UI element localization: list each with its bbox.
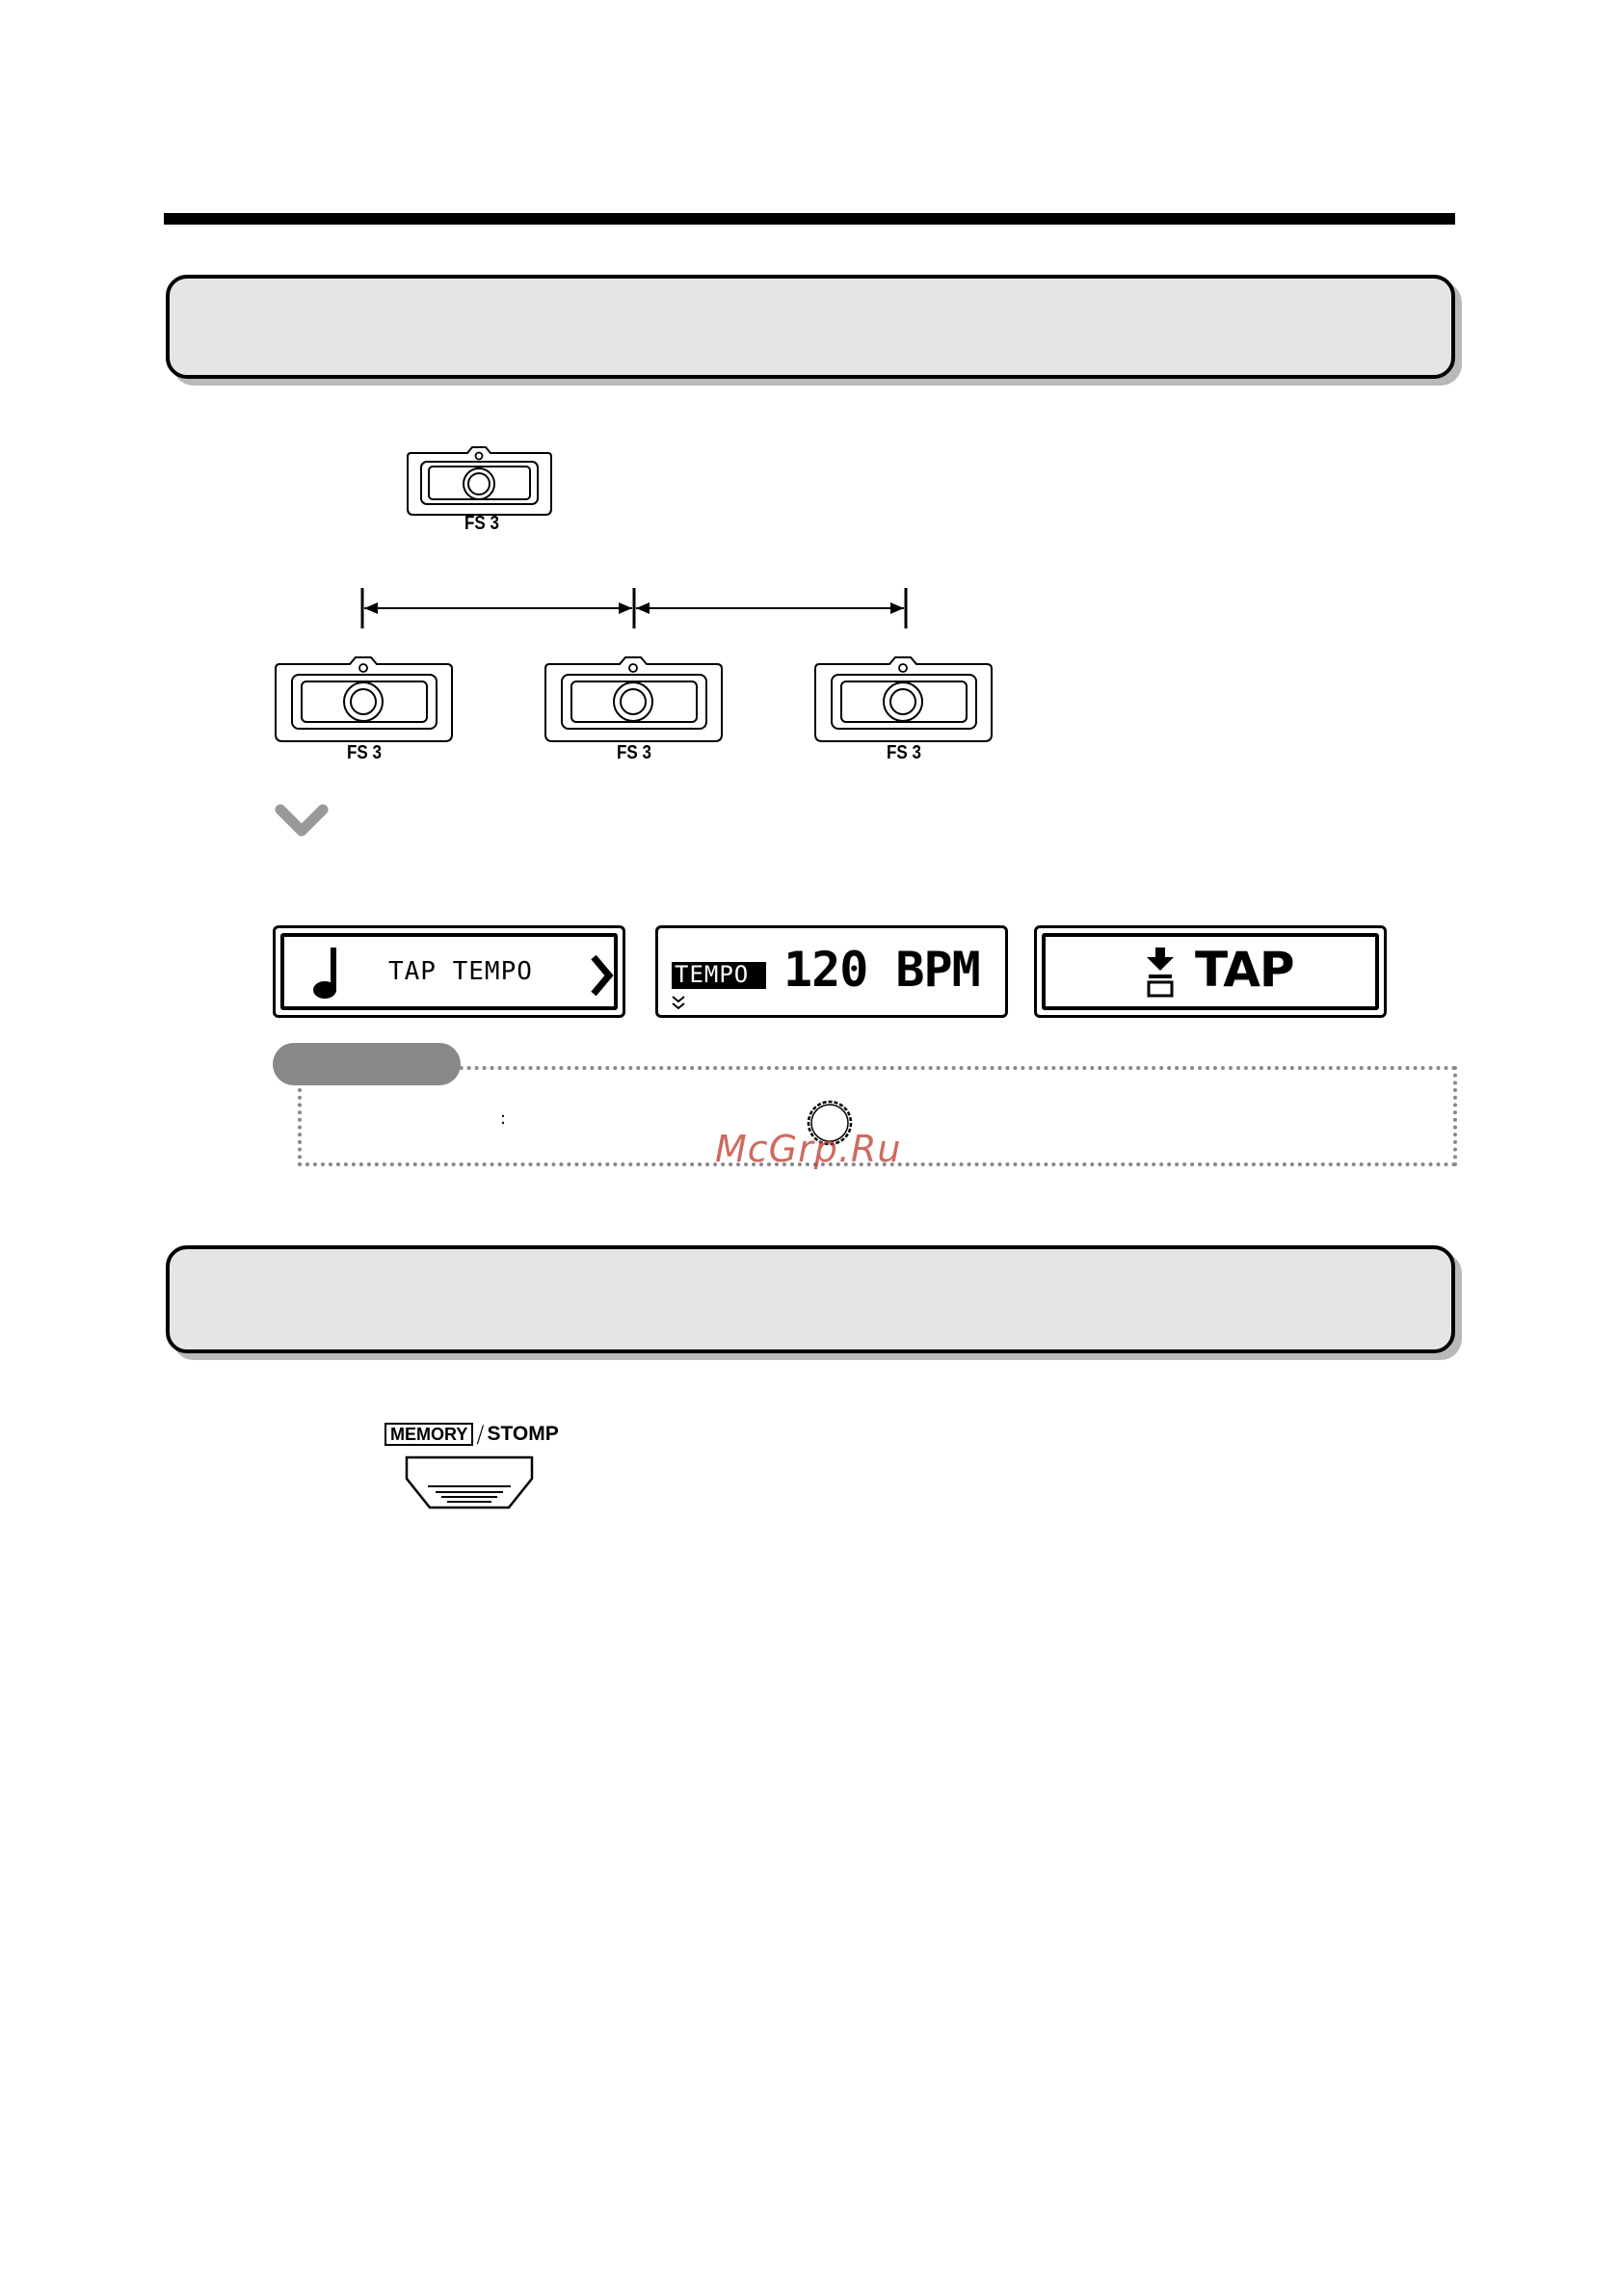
slash: / <box>476 1421 485 1448</box>
hint-colon: : <box>500 1108 507 1129</box>
section-box-memory-stomp <box>166 1245 1455 1353</box>
section-box-tap-tempo <box>166 275 1455 379</box>
display-tap <box>1034 925 1387 1018</box>
tempo-tag: TEMPO <box>675 961 750 988</box>
fs3-label-top: FS 3 <box>464 513 499 534</box>
display-tap-tempo-menu <box>273 925 625 1018</box>
footswitch-fs3-tap-2-icon <box>543 655 726 747</box>
heading-rule <box>164 213 1455 225</box>
tempo-value: 120 BPM <box>783 942 980 998</box>
chevron-right-icon <box>590 953 615 998</box>
display-menu-text: TAP TEMPO <box>388 957 533 986</box>
memory-label: MEMORY <box>385 1423 473 1446</box>
memory-stomp-button[interactable] <box>403 1454 538 1515</box>
fs3-label-3: FS 3 <box>887 742 921 763</box>
display-tempo-value <box>655 925 1008 1018</box>
quarter-note-icon <box>312 946 341 1001</box>
tap-arrow-icon <box>1145 946 1176 1000</box>
footswitch-fs3-tap-1-icon <box>273 655 456 747</box>
fs3-label-2: FS 3 <box>617 742 651 763</box>
chevron-down-icon <box>273 802 331 841</box>
footswitch-fs3-tap-3-icon <box>812 655 995 747</box>
watermark: McGrp.Ru <box>715 1128 902 1170</box>
double-chevron-down-icon <box>670 994 687 1011</box>
footswitch-fs3-icon <box>405 445 554 522</box>
display-tap-text: TAP <box>1195 942 1294 998</box>
stomp-label: STOMP <box>487 1423 559 1445</box>
tap-interval-arrows <box>357 584 911 632</box>
memory-stomp-label <box>385 1422 559 1447</box>
fs3-label-1: FS 3 <box>347 742 382 763</box>
